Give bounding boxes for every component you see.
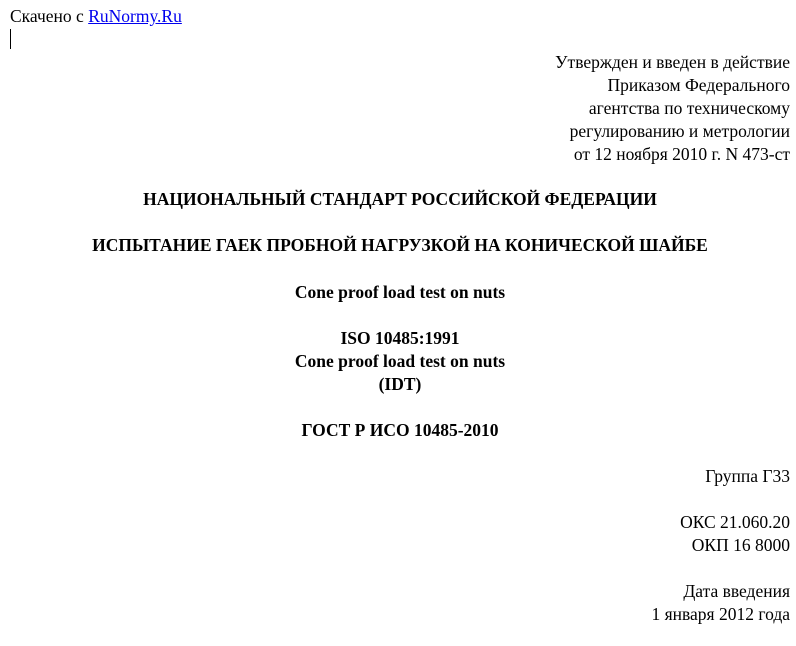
okp-code: ОКП 16 8000: [691, 535, 790, 555]
gost-number: ГОСТ Р ИСО 10485-2010: [301, 420, 499, 440]
oks-code: ОКС 21.060.20: [680, 512, 790, 532]
approval-line-2: Приказом Федерального: [607, 75, 790, 95]
runormy-link[interactable]: RuNormy.Ru: [88, 6, 182, 26]
standard-type-heading: НАЦИОНАЛЬНЫЙ СТАНДАРТ РОССИЙСКОЙ ФЕДЕРАЦИИ: [143, 189, 657, 209]
standard-name-en: Cone proof load test on nuts: [294, 282, 506, 302]
standard-name-ru: ИСПЫТАНИЕ ГАЕК ПРОБНОЙ НАГРУЗКОЙ НА КОНИЧЕСКОЙ ШАЙБЕ: [92, 235, 708, 255]
iso-number: ISO 10485:1991: [340, 328, 460, 348]
approval-line-1: Утвержден и введен в действие: [555, 52, 790, 72]
group-code: Группа Г33: [705, 466, 790, 486]
download-source-prefix: Скачено с: [10, 6, 89, 26]
effective-date-label: Дата введения: [683, 581, 790, 601]
approval-line-5: от 12 ноября 2010 г. N 473-ст: [573, 144, 790, 164]
approval-line-4: регулированию и метрологии: [569, 121, 790, 141]
effective-date-value: 1 января 2012 года: [651, 604, 790, 624]
download-source-line: [10, 5, 182, 28]
approval-line-3: агентства по техническому: [588, 98, 790, 118]
equivalence-degree: (IDT): [378, 374, 422, 394]
text-cursor: [10, 29, 11, 49]
iso-name: Cone proof load test on nuts: [294, 351, 506, 371]
